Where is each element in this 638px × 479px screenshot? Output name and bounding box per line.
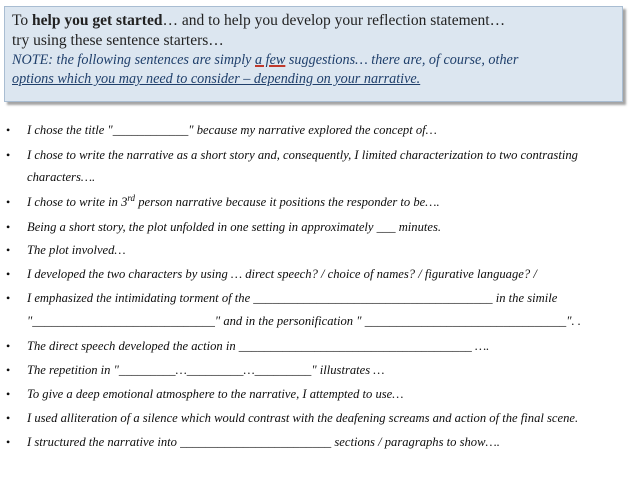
list-item-continuation: "_____________________________" and in the personification " ________________________________". . (27, 314, 581, 328)
list-item-text: I developed the two characters by using … direct speech? / choice of names? / figurative language? / (27, 267, 537, 281)
bullet-icon: • (6, 267, 11, 281)
text-part: person narrative because it positions the responder to be…. (135, 195, 440, 209)
list-item-text: I chose the title "____________" because my narrative explored the concept of… (27, 123, 437, 137)
bullet-icon: • (6, 291, 11, 305)
note-suffix: suggestions… there are, of course, other (285, 52, 519, 68)
list-item-continuation: characters…. (27, 170, 96, 184)
list-item-text: I used alliteration of a silence which would contrast with the deafening screams and action of the final scene. (27, 411, 579, 425)
list-item-text: I emphasized the intimidating torment of the ______________________________________ in the simile (27, 291, 558, 305)
bullet-icon: • (6, 363, 11, 377)
bullet-icon: • (6, 411, 11, 425)
instruction-callout (4, 6, 623, 102)
list-item-text: The repetition in "_________…_________…_________" illustrates … (27, 363, 385, 377)
bullet-icon: • (6, 148, 11, 162)
list-item-text: The direct speech developed the action in _____________________________________ …. (27, 339, 490, 353)
list-item-text: Being a short story, the plot unfolded in one setting in approximately ___ minutes. (27, 220, 442, 234)
callout-bold-phrase: help you get started (32, 12, 163, 29)
callout-prefix: To (12, 12, 33, 29)
callout-note-line-2: options which you may need to consider – depending on your narrative. (12, 71, 421, 87)
bullet-icon: • (6, 195, 11, 209)
bullet-icon: • (6, 435, 11, 449)
bullet-icon: • (6, 243, 11, 257)
superscript: rd (127, 192, 136, 203)
bullet-icon: • (6, 220, 11, 234)
list-item-text (27, 194, 440, 210)
callout-line-1 (12, 11, 622, 31)
bullet-icon: • (6, 339, 11, 353)
callout-suffix: … and to help you develop your reflection statement… (162, 12, 506, 29)
list-item-text: To give a deep emotional atmosphere to the narrative, I attempted to use… (27, 387, 404, 401)
note-a-few: a few (255, 52, 286, 68)
bullet-icon: • (6, 123, 11, 137)
text-part: I chose to write in 3 (27, 195, 128, 209)
list-item-text: I chose to write the narrative as a short story and, consequently, I limited characterization to two contrasting (27, 148, 578, 162)
list-item-text: The plot involved… (27, 243, 126, 257)
list-item-text: I structured the narrative into ________________________ sections / paragraphs to show…. (27, 435, 500, 449)
callout-note (12, 51, 622, 70)
callout-line-2: try using these sentence starters… (12, 32, 224, 49)
bullet-icon: • (6, 387, 11, 401)
note-prefix: NOTE: the following sentences are simply (12, 52, 255, 68)
